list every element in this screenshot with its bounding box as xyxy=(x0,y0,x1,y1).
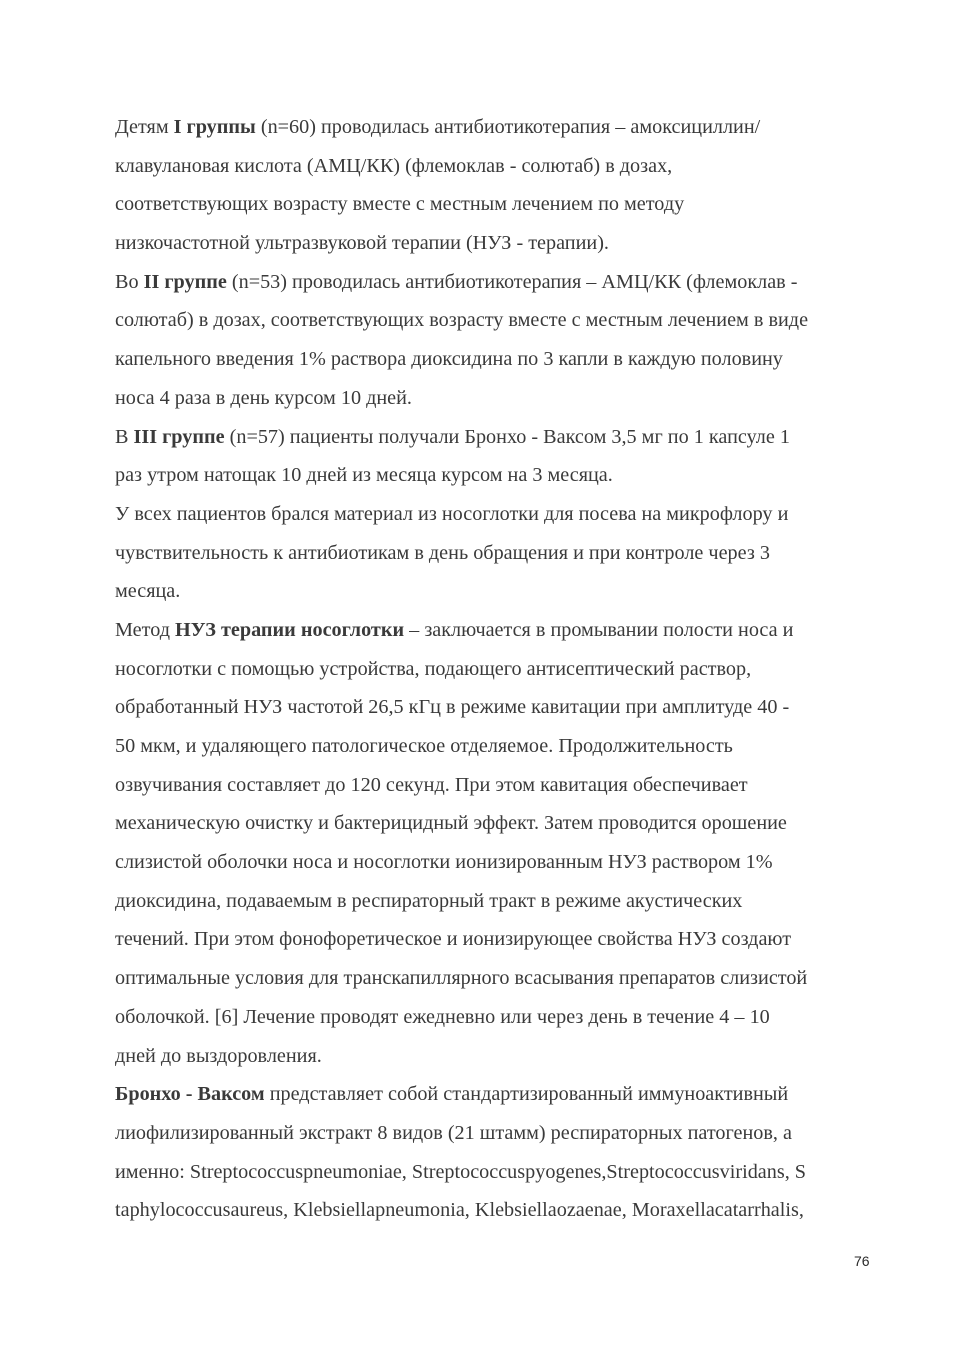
text-line: озвучивания составляет до 120 секунд. При этом кавитация обеспечивает xyxy=(115,773,748,796)
bold-term: I группы xyxy=(173,116,256,138)
text-line: раз утром натощак 10 дней из месяца курсом на 3 месяца. xyxy=(115,464,613,487)
text-line: механическую очистку и бактерицидный эффект. Затем проводится орошение xyxy=(115,812,787,835)
text-line: носа 4 раза в день курсом 10 дней. xyxy=(115,386,412,409)
text-line: лиофилизированный экстракт 8 видов (21 штамм) респираторных патогенов, а xyxy=(115,1121,792,1144)
text-line: клавулановая кислота (АМЦ/КК) (флемоклав - солютаб) в дозах, xyxy=(115,154,673,177)
text-line: месяца. xyxy=(115,580,181,603)
text-line: слизистой оболочки носа и носоглотки ионизированным НУЗ раствором 1% xyxy=(115,851,773,874)
text-line: оптимальные условия для транскапиллярного всасывания препаратов слизистой xyxy=(115,967,808,990)
bold-term: Бронхо - Ваксом xyxy=(115,1083,265,1106)
text-line: Метод НУЗ терапии носоглотки – заключается в промывании полости носа и xyxy=(115,618,794,641)
bold-term: НУЗ терапии носоглотки xyxy=(175,618,405,641)
text-line: капельного введения 1% раствора диоксидина по 3 капли в каждую половину xyxy=(115,348,783,371)
text-line: taphylococcusaureus, Klebsiellapneumonia, Klebsiellaozaenae, Moraxellacatarrhalis, xyxy=(115,1199,804,1222)
bold-term: II группе xyxy=(143,270,227,293)
text-line: оболочкой. [6] Лечение проводят ежедневно или через день в течение 4 – 10 xyxy=(115,1005,770,1028)
text-line: именно: Streptococcuspneumoniae, Streptococcuspyogenes,Streptococcusviridans, S xyxy=(115,1160,807,1183)
text-line: диоксидина, подаваемым в респираторный тракт в режиме акустических xyxy=(115,889,743,912)
text-line: низкочастотной ультразвуковой терапии (НУЗ - терапии). xyxy=(115,232,609,255)
text-line: дней до выздоровления. xyxy=(115,1044,322,1067)
text-line: 50 мкм, и удаляющего патологическое отделяемое. Продолжительность xyxy=(115,735,733,757)
text-line: У всех пациентов брался материал из носоглотки для посева на микрофлору и xyxy=(115,502,789,525)
text-line: соответствующих возрасту вместе с местным лечением по методу xyxy=(115,193,685,216)
text-line: обработанный НУЗ частотой 26,5 кГц в режиме кавитации при амплитуде 40 - xyxy=(115,696,790,719)
page-number: 76 xyxy=(854,1253,870,1269)
text-line: носоглотки с помощью устройства, подающего антисептический раствор, xyxy=(115,657,752,680)
text-line: течений. При этом фонофоретическое и ионизирующее свойства НУЗ создают xyxy=(115,928,792,951)
bold-term: III группе xyxy=(133,425,225,448)
text-line: Бронхо - Ваксом представляет собой стандартизированный иммуноактивный xyxy=(115,1083,789,1106)
body-text xyxy=(115,108,890,1230)
text-line: Детям I группы (n=60) проводилась антибиотикотерапия – амоксициллин/ xyxy=(115,116,761,138)
text-line: В III группе (n=57) пациенты получали Бронхо - Ваксом 3,5 мг по 1 капсуле 1 xyxy=(115,425,790,448)
text-line: Во II группе (n=53) проводилась антибиотикотерапия – АМЦ/КК (флемоклав - xyxy=(115,270,798,293)
text-line: чувствительность к антибиотикам в день обращения и при контроле через 3 xyxy=(115,541,770,564)
text-line: солютаб) в дозах, соответствующих возрасту вместе с местным лечением в виде xyxy=(115,309,809,332)
